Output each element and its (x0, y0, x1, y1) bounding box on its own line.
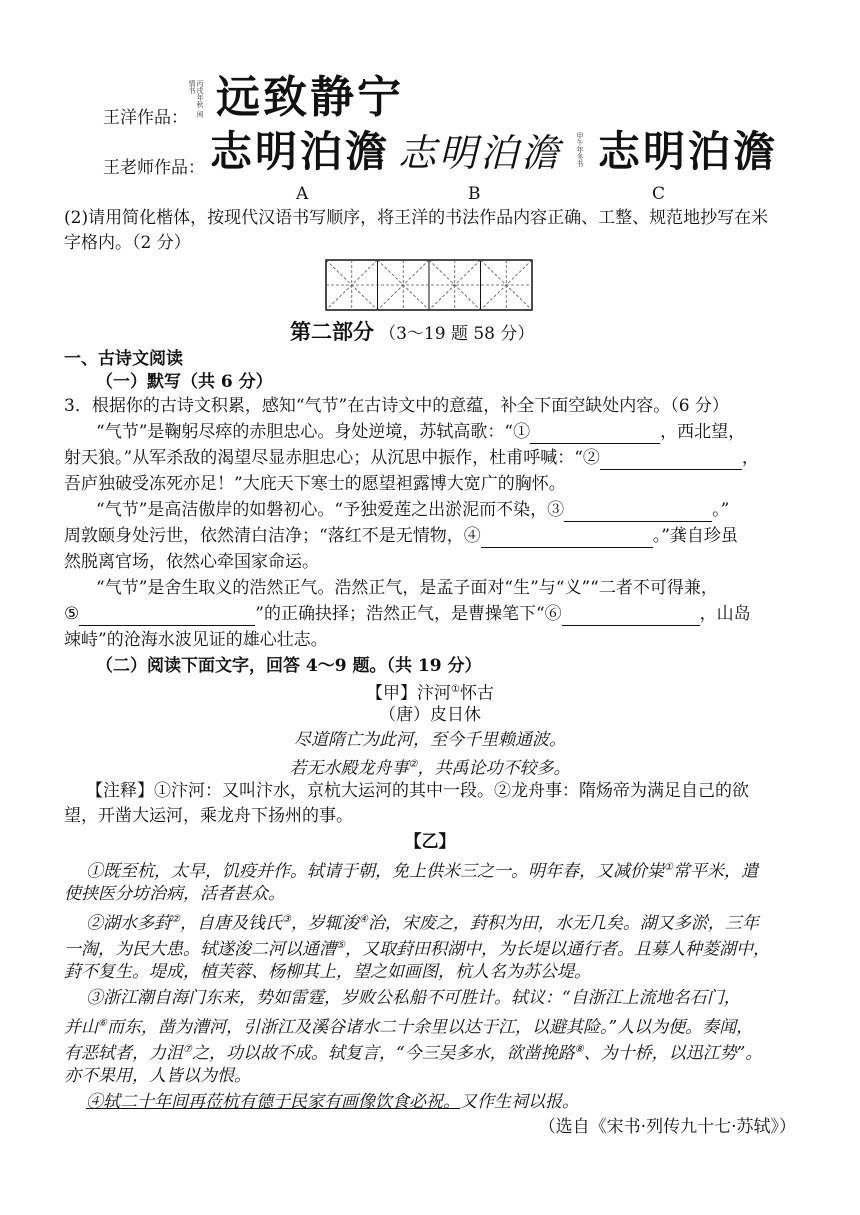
yi-p2-note2: ③ (281, 914, 291, 925)
yi-p2-note1: ② (171, 914, 180, 925)
option-letter-a: A (296, 184, 309, 204)
yi-p1-a: ①既至杭，太早，饥疫并作。轼请于朝，免上供米三之一。明年春，又减价粜 (86, 861, 664, 882)
blank-4[interactable] (481, 529, 653, 548)
yi-p3-d: 有恶轼者，力沮 (64, 1043, 183, 1064)
yi-p1-b: 常平米，遣 (672, 861, 758, 882)
p1-text-b: ，西北望， (660, 422, 746, 442)
p3-line1: “气节”是舍生取义的浩然正气。浩然正气，是孟子面对“生”与“义”“二者不可得兼， (96, 578, 718, 598)
blank-3[interactable] (564, 503, 712, 522)
yi-p2-line1 (86, 908, 759, 936)
yi-p2-f: ，又取葑田积湖中，为长堤以通行者。且募人种菱湖中， (344, 939, 770, 960)
p2-text-c: 周敦颐身处污世，依然清白洁净；“落红不是无情物，④ (64, 526, 481, 546)
yi-p2-line3: 葑不复生。堤成，植芙蓉、杨柳其上，望之如画图，杭人名为苏公堤。 (64, 962, 591, 982)
section1-heading: 一、古诗文阅读 (64, 349, 183, 369)
yi-p1-line2: 使挟医分坊治病，活者甚众。 (64, 884, 285, 904)
p2-text-b: 。” (712, 500, 730, 520)
q3-prompt: 3．根据你的古诗文积累，感知“气节”在古诗文中的意蕴，补全下面空缺处内容。（6 分） (64, 396, 729, 416)
poem-title-text: 【甲】汴河 (366, 683, 452, 704)
p3-text-b: ⑤ (64, 604, 80, 624)
yi-p3-note2: ⑦ (183, 1044, 192, 1055)
section1-sub2: （二）阅读下面文字，回答 4～9 题。（共 19 分） (96, 656, 482, 676)
poem-line1: 尽道隋亡为此河，至今千里赖通波。 (294, 730, 566, 750)
yi-p2-e: 一淘，为民大患。轼遂浚二河以通漕 (64, 939, 336, 960)
p1-line2 (64, 446, 759, 470)
yi-p3-f: 、为十桥，以迅江势”。 (583, 1043, 763, 1064)
yi-p1-note: ① (664, 862, 673, 873)
yi-p1-line1 (86, 856, 758, 884)
poem-line2-b: ，共禹论功不较多。 (417, 758, 571, 779)
teacher-work-a: 志明泊澹 (210, 127, 391, 176)
p2-line3: 然脱离官场，依然心牵国家命运。 (64, 552, 319, 572)
teacher-label: 王老师作品： (103, 158, 205, 178)
part2-heading (290, 316, 534, 346)
yi-p2-note4: ⑤ (336, 940, 345, 951)
p1-line1 (96, 420, 745, 444)
p1-text-d: ， (741, 448, 759, 468)
p3-text-c: ”的正确抉择；浩然正气，是曹操笔下“⑥ (255, 604, 562, 624)
p2-text-a: “气节”是高洁傲岸的如磐初心。“予独爱莲之出淤泥而不染，③ (96, 500, 565, 520)
yi-p3-line3 (64, 1038, 762, 1066)
yi-p2-d: 治，宋废之，葑积为田，水无几矣。湖又多淤，三年 (367, 913, 759, 934)
notes-line2: 望，开凿大运河，乘龙舟下扬州的事。 (64, 806, 353, 826)
q2-line1: (2)请用简化楷体，按现代汉语书写顺序，将王洋的书法作品内容正确、工整、规范地抄写在米 (64, 208, 769, 228)
wangyang-label: 王洋作品： (103, 108, 188, 128)
wangyang-seal-inscription: 丙戌年秋 闲情书 (188, 80, 204, 118)
p2-line1 (96, 498, 729, 522)
blank-6[interactable] (562, 607, 700, 626)
notes-line1: 【注释】①汴河：又叫汴水，京杭大运河的其中一段。②龙舟事：隋炀帝为满足自己的欲 (86, 781, 749, 801)
yi-p3-note1: ⑥ (98, 1018, 107, 1029)
yi-p4-b: 又作生祠以报。 (460, 1092, 579, 1112)
p3-line3: 竦峙”的沧海水波见证的雄心壮志。 (64, 630, 328, 650)
poem-line2-note: ② (408, 759, 418, 770)
yi-p3-b: 并山 (64, 1017, 98, 1038)
yi-p3-c: 而东，凿为漕河，引浙江及溪谷诸水二十余里以达于江，以避其险。”人以为便。奏闻， (106, 1017, 754, 1038)
yi-p4-line (86, 1090, 579, 1114)
yi-p3-line4: 亦不果用，人皆以为恨。 (64, 1066, 251, 1086)
yi-p2-a: ②湖水多葑 (86, 913, 171, 934)
poem-title-note: ① (451, 684, 460, 695)
section1-sub1: （一）默写（共 6 分） (96, 372, 273, 392)
part2-title: 第二部分 (290, 319, 374, 344)
teacher-work-c-seal: 甲午年冬书 (576, 132, 584, 167)
blank-1[interactable] (530, 425, 660, 444)
option-letter-c: C (652, 184, 666, 204)
blank-5[interactable] (79, 607, 255, 626)
p2-text-d: 。”龚自珍虽 (652, 526, 738, 546)
teacher-work-b: 志明泊澹 (398, 131, 563, 175)
poem-title-suffix: 怀古 (459, 683, 494, 704)
yi-source: （选自《宋书·列传九十七·苏轼》） (538, 1117, 796, 1137)
p1-line3: 吾庐独破受冻死亦足！”大庇天下寒士的愿望袒露博大宽广的胸怀。 (64, 474, 566, 494)
yi-p2-line2 (64, 934, 770, 962)
blank-2[interactable] (600, 451, 742, 470)
p1-text-c: 射天狼。”从军杀敌的渴望尽显赤胆忠心；从沉思中振作，杜甫呼喊：“② (64, 448, 600, 468)
option-letter-b: B (468, 184, 481, 204)
poem-line2-a: 若无水殿龙舟事 (289, 758, 409, 779)
p2-line2 (64, 524, 738, 548)
yi-p4-underlined: ④轼二十年间再莅杭有德于民家有画像饮食必祝。 (86, 1092, 460, 1112)
part2-range: （3～19 题 58 分） (379, 324, 535, 344)
yi-title: 【乙】 (404, 832, 456, 852)
p3-line2 (64, 602, 751, 626)
yi-p2-note3: ④ (358, 914, 368, 925)
mizi-grid[interactable] (325, 259, 533, 311)
yi-p3-note3: ⑧ (574, 1044, 584, 1055)
yi-p3-e: 之，功以故不成。轼复言，“今三吴多水，欲凿挽路 (191, 1043, 575, 1064)
wangyang-calligraphy: 远致静宁 (216, 72, 404, 123)
poem-author: （唐）皮日休 (379, 705, 481, 725)
yi-p3-line1: ③浙江潮自海门东来，势如雷霆，岁败公私船不可胜计。轼议：“自浙江上流地名石门， (86, 988, 741, 1008)
poem-line2 (0, 753, 860, 781)
yi-p2-b: ，自唐及钱氏 (179, 913, 282, 934)
p1-text-a: “气节”是鞠躬尽瘁的赤胆忠心。身处逆境，苏轼高歌：“① (96, 422, 531, 442)
yi-p3-line2 (64, 1012, 753, 1040)
teacher-work-c: 志明泊澹 (598, 127, 779, 176)
poem-title (0, 678, 860, 706)
p3-text-d: ，山岛 (699, 604, 751, 624)
yi-p2-c: ，岁辄浚 (290, 913, 359, 934)
q2-line2: 字格内。（2 分） (64, 233, 191, 253)
